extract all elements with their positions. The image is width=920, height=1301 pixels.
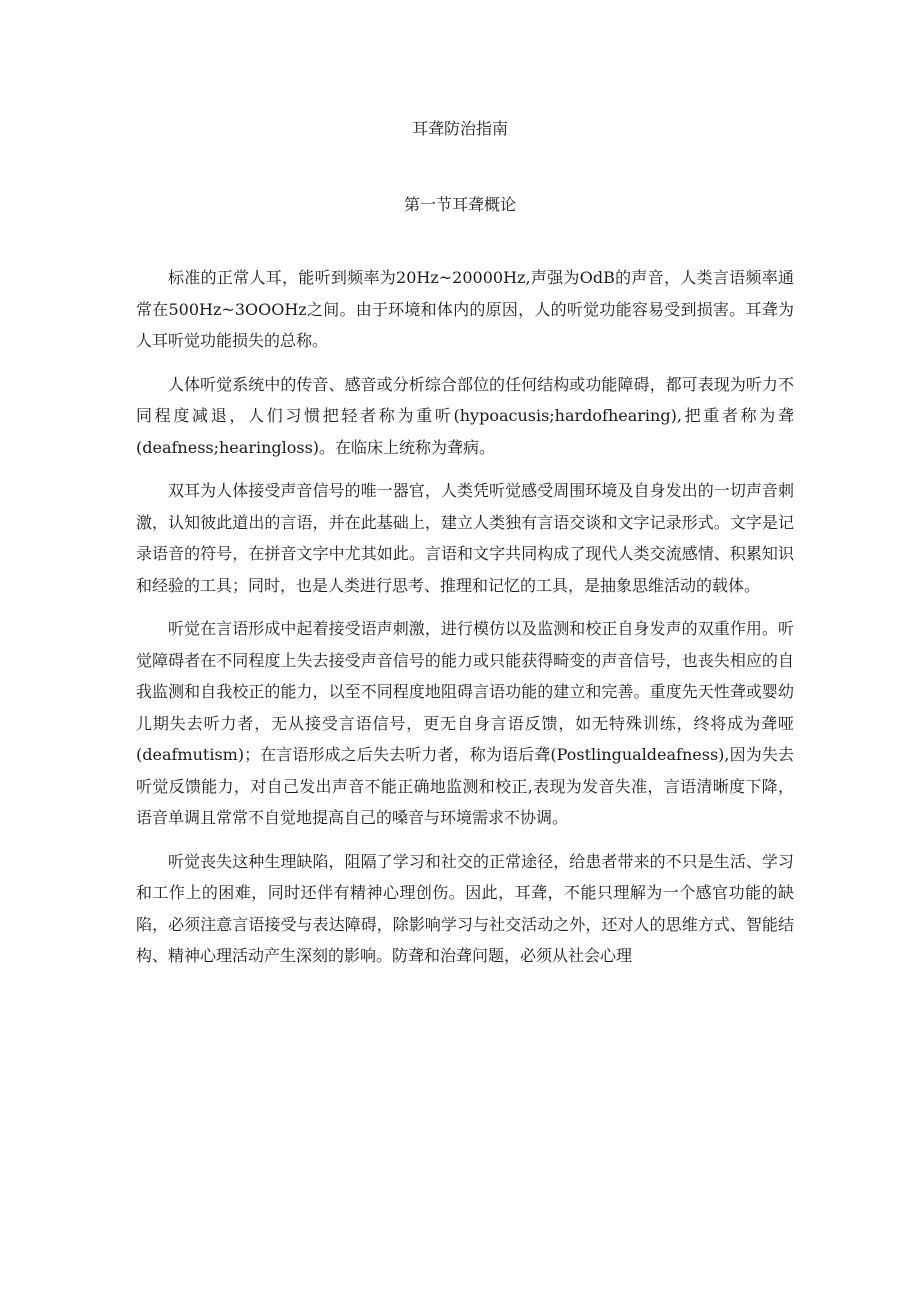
document-body [136,262,794,984]
paragraph: 双耳为人体接受声音信号的唯一器官，人类凭听觉感受周围环境及自身发出的一切声音刺激，认知彼此道出的言语，并在此基础上，建立人类独有言语交谈和文字记录形式。文字是记录语音的符号，在拼音文字中尤其如此。言语和文字共同构成了现代人类交流感情、积累知识和经验的工具；同时，也是人类进行思考、推理和记忆的工具，是抽象思维活动的载体。 [136,481,794,595]
section-title: 第一节耳聋概论 [403,195,516,214]
paragraph: 听觉在言语形成中起着接受语声刺激，进行模仿以及监测和校正自身发声的双重作用。听觉障碍者在不同程度上失去接受声音信号的能力或只能获得畸变的声音信号，也丧失相应的自我监测和自我校正的能力，以至不同程度地阻碍言语功能的建立和完善。重度先天性聋或婴幼儿期失去听力者，无从接受言语信号，更无自身言语反馈，如无特殊训练，终将成为聋哑(deafmutism)；在言语形成之后失去听力者，称为语后聋(Postlingualdeafness),因为失去听觉反馈能力，对自己发出声音不能正确地监测和校正,表现为发音失准，言语清晰度下降，语音单调且常常不自觉地提高自己的嗓音与环境需求不协调。 [136,619,794,827]
paragraph: 人体听觉系统中的传音、感音或分析综合部位的任何结构或功能障碍，都可表现为听力不同程度减退，人们习惯把轻者称为重听(hypoacusis;hardofhearing),把重者称为聋(deafness;hearingloss)。在临床上统称为聋病。 [136,374,794,457]
document-title: 耳聋防治指南 [411,119,508,138]
paragraph: 听觉丧失这种生理缺陷，阻隔了学习和社交的正常途径，给患者带来的不只是生活、学习和工作上的困难，同时还伴有精神心理创伤。因此，耳聋，不能只理解为一个感官功能的缺陷，必须注意言语接受与表达障碍，除影响学习与社交活动之外，还对人的思维方式、智能结构、精神心理活动产生深刻的影响。防聋和治聋问题，必须从社会心理 [136,851,794,965]
paragraph: 标准的正常人耳，能听到频率为20Hz~20000Hz,声强为OdB的声音，人类言语频率通常在500Hz~3OOOHz之间。由于环境和体内的原因，人的听觉功能容易受到损害。耳聋为人耳听觉功能损失的总称。 [136,268,794,350]
